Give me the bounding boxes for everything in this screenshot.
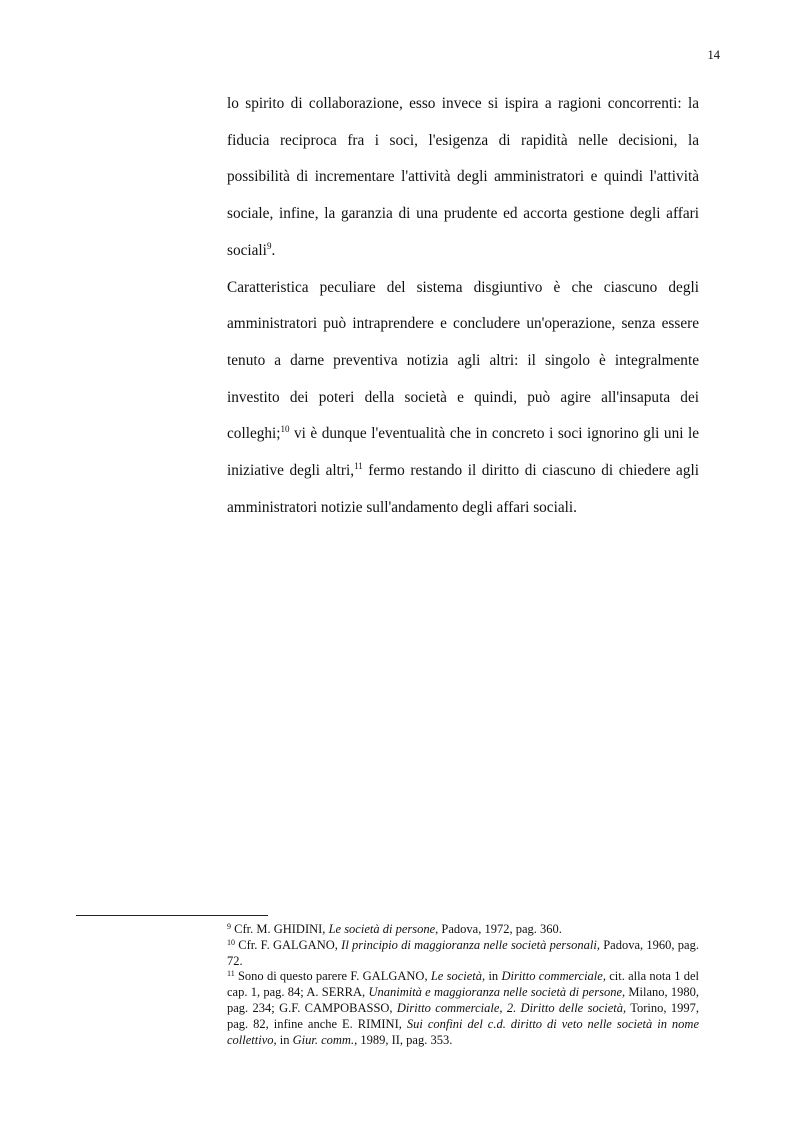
footnote-text: Cfr. F. GALGANO,	[235, 937, 342, 952]
footnote-title: Diritto commerciale,	[501, 969, 606, 984]
footnote-text: Milano, 1980, pag. 234; G.F. CAMPOBASSO,	[227, 985, 700, 1015]
footnotes	[227, 922, 699, 1048]
footnote-text: Cfr. M. GHIDINI,	[231, 922, 329, 936]
footnote-text: in	[276, 1032, 293, 1047]
footnote-title: Giur. comm.,	[292, 1032, 358, 1047]
footnote-text: Padova, 1972, pag. 360.	[438, 922, 562, 936]
footnote-number: 10	[227, 937, 235, 947]
footnote-text: Torino, 1997, pag. 82, infine anche E. RIMINI,	[227, 1000, 699, 1031]
footnote-title: Le società,	[430, 969, 486, 984]
footnote-text: 1989, II, pag. 353.	[357, 1032, 453, 1047]
footnote-title: Unanimità e maggioranza nelle società di persone,	[368, 985, 626, 1000]
footnote-title: Sui confini del c.d. diritto di veto nelle società in nome collettivo,	[227, 1016, 699, 1047]
footnote-title: Le società di persone,	[328, 922, 439, 936]
footnote-separator	[76, 915, 268, 916]
footnote-ref-10: 10	[280, 424, 290, 435]
paragraph-2-text-a: Caratteristica peculiare del sistema disgiuntivo è che ciascuno degli amministratori può intraprendere e concludere un'operazione, senza essere tenuto a darne preventiva notizia agli altri: il singolo è integralmente investito dei poteri della società e quindi, può agire all'insaputa dei colleghi;	[227, 278, 699, 443]
footnote-ref-11: 11	[354, 461, 363, 472]
paragraph-1	[227, 86, 699, 270]
body-text	[227, 86, 699, 526]
footnote-text: in	[485, 969, 502, 984]
footnote-9	[227, 922, 699, 938]
footnote-11	[227, 969, 699, 1048]
paragraph-2-text-c: fermo restando il diritto di ciascuno di chiedere agli amministratori notizie sull'andamento degli affari sociali.	[227, 462, 699, 516]
footnote-10	[227, 938, 699, 970]
paragraph-2	[227, 270, 699, 527]
footnote-title: Diritto commerciale, 2. Diritto delle società,	[396, 1000, 627, 1015]
paragraph-2-text-b: vi è dunque l'eventualità che in concreto i soci ignorino gli uni le iniziative degli altri,	[227, 425, 699, 480]
footnote-title: Il principio di maggioranza nelle società personali,	[341, 937, 600, 952]
footnote-text: Padova, 1960, pag. 72.	[227, 937, 699, 968]
footnote-ref-9: 9	[266, 240, 272, 251]
footnote-text: cit. alla nota 1 del cap. 1, pag. 84; A. SERRA,	[227, 969, 700, 1000]
footnote-text: Sono di questo parere F. GALGANO,	[234, 969, 431, 984]
footnote-number: 11	[227, 969, 235, 979]
paragraph-1-text: lo spirito di collaborazione, esso invece si ispira a ragioni concorrenti: la fiducia reciproca fra i soci, l'esigenza di rapidità nelle decisioni, la possibilità di incrementare l'attività degli amministratori e quindi l'attività sociale, infine, la garanzia di una prudente ed accorta gestione degli affari sociali	[227, 95, 699, 259]
footnote-number: 9	[227, 922, 231, 931]
page-number: 14	[707, 48, 720, 62]
paragraph-1-end: .	[271, 241, 276, 259]
